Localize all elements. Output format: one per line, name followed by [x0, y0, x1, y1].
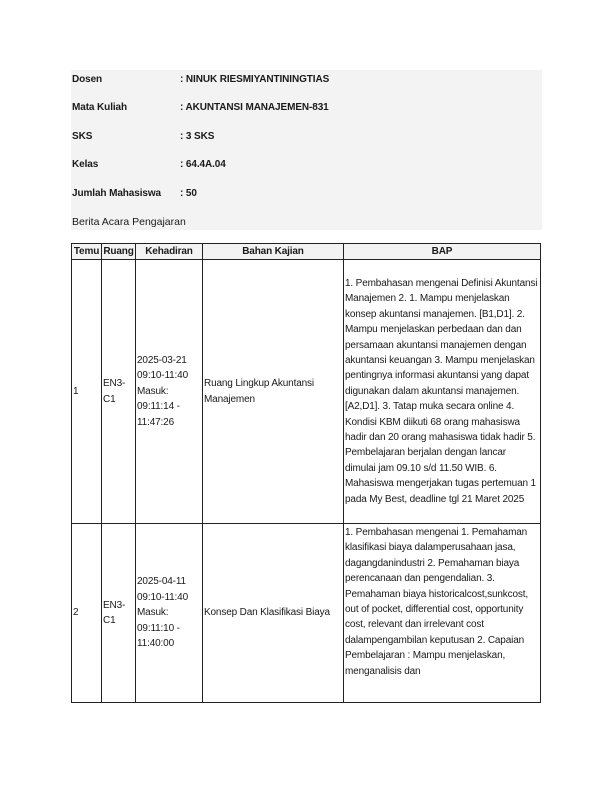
ruang-cell: EN3-C1 [102, 524, 136, 703]
course-info-panel [71, 70, 542, 230]
header-ruang: Ruang [102, 244, 136, 260]
bahan-kajian-cell: Konsep Dan Klasifikasi Biaya [203, 524, 344, 703]
masuk-time: 09:11:14 - 11:47:26 [137, 401, 180, 428]
bap-cell: 1. Pembahasan mengenai Definisi Akuntansi Manajemen 2. 1. Mampu menjelaskan konsep akuntansi manajemen. [B1,D1]. 2. Mampu menjelaskan perbedaan dan dan persamaan akuntansi manajemen dengan akuntansi keuangan 3. Mampu menjelaskan pentingnya informasi akuntansi yang dapat digunakan dalam akuntansi manajemen. [A2,D1]. 3. Tatap muka secara online 4. Kondisi KBM diikuti 68 orang mahasiswa hadir dan 20 orang mahasiswa tidak hadir 5. Pembelajaran berjalan dengan lancar dimulai jam 09.10 s/d 11.50 WIB. 6. Mahasiswa mengerjakan tugas pertemuan 1 pada My Best, deadline tgl 21 Maret 2025 [344, 260, 541, 524]
bap-table [71, 243, 541, 703]
masuk-label: Masuk: [137, 385, 169, 397]
kehadiran-cell [136, 260, 203, 524]
table-header-row [72, 244, 541, 260]
table-row [72, 260, 541, 524]
masuk-label: Masuk: [137, 607, 169, 619]
header-bahan-kajian: Bahan Kajian [203, 244, 344, 260]
kehadiran-cell [136, 524, 203, 703]
ruang-cell: EN3-C1 [102, 260, 136, 524]
jumlah-mahasiswa-value: : 50 [180, 188, 197, 199]
jumlah-mahasiswa-label: Jumlah Mahasiswa [72, 188, 161, 199]
dosen-value: : NINUK RIESMIYANTININGTIAS [180, 74, 330, 85]
header-temu: Temu [72, 244, 102, 260]
sks-label: SKS [72, 131, 93, 142]
bap-text: 1. Pembahasan mengenai 1. Pemahaman klasifikasi biaya dalamperusahaan jasa, dagangdanindustri 2. Pemahaman biaya perencanaan dan pengendalian. 3. Pemahaman biaya historicalcost,sunkcost, out of pocket, differential cost, opportunity cost, relevant dan irrelevant cost dalampengambilan keputusan 2. Capaian Pembelajaran : Mampu menjelaskan, menganalisis dan [345, 527, 528, 677]
temu-cell: 2 [72, 524, 102, 703]
mata-kuliah-value: : AKUNTANSI MANAJEMEN-831 [180, 102, 329, 113]
table-row [72, 524, 541, 703]
mata-kuliah-label: Mata Kuliah [72, 102, 128, 113]
bap-cell [344, 524, 541, 703]
jadwal-date: 2025-04-11 [137, 576, 186, 588]
temu-cell: 1 [72, 260, 102, 524]
kelas-value: : 64.4A.04 [180, 159, 226, 170]
header-kehadiran: Kehadiran [136, 244, 203, 260]
header-bap: BAP [344, 244, 541, 260]
kelas-label: Kelas [72, 159, 99, 170]
bahan-kajian-cell: Ruang Lingkup Akuntansi Manajemen [203, 260, 344, 524]
jadwal-date: 2025-03-21 [137, 354, 187, 366]
masuk-time: 09:11:10 - 11:40:00 [137, 622, 180, 650]
jadwal-time: 09:10-11:40 [137, 591, 188, 603]
jadwal-time: 09:10-11:40 [137, 370, 188, 382]
sks-value: : 3 SKS [180, 131, 215, 142]
dosen-label: Dosen [72, 74, 103, 85]
section-heading: Berita Acara Pengajaran [72, 216, 186, 228]
